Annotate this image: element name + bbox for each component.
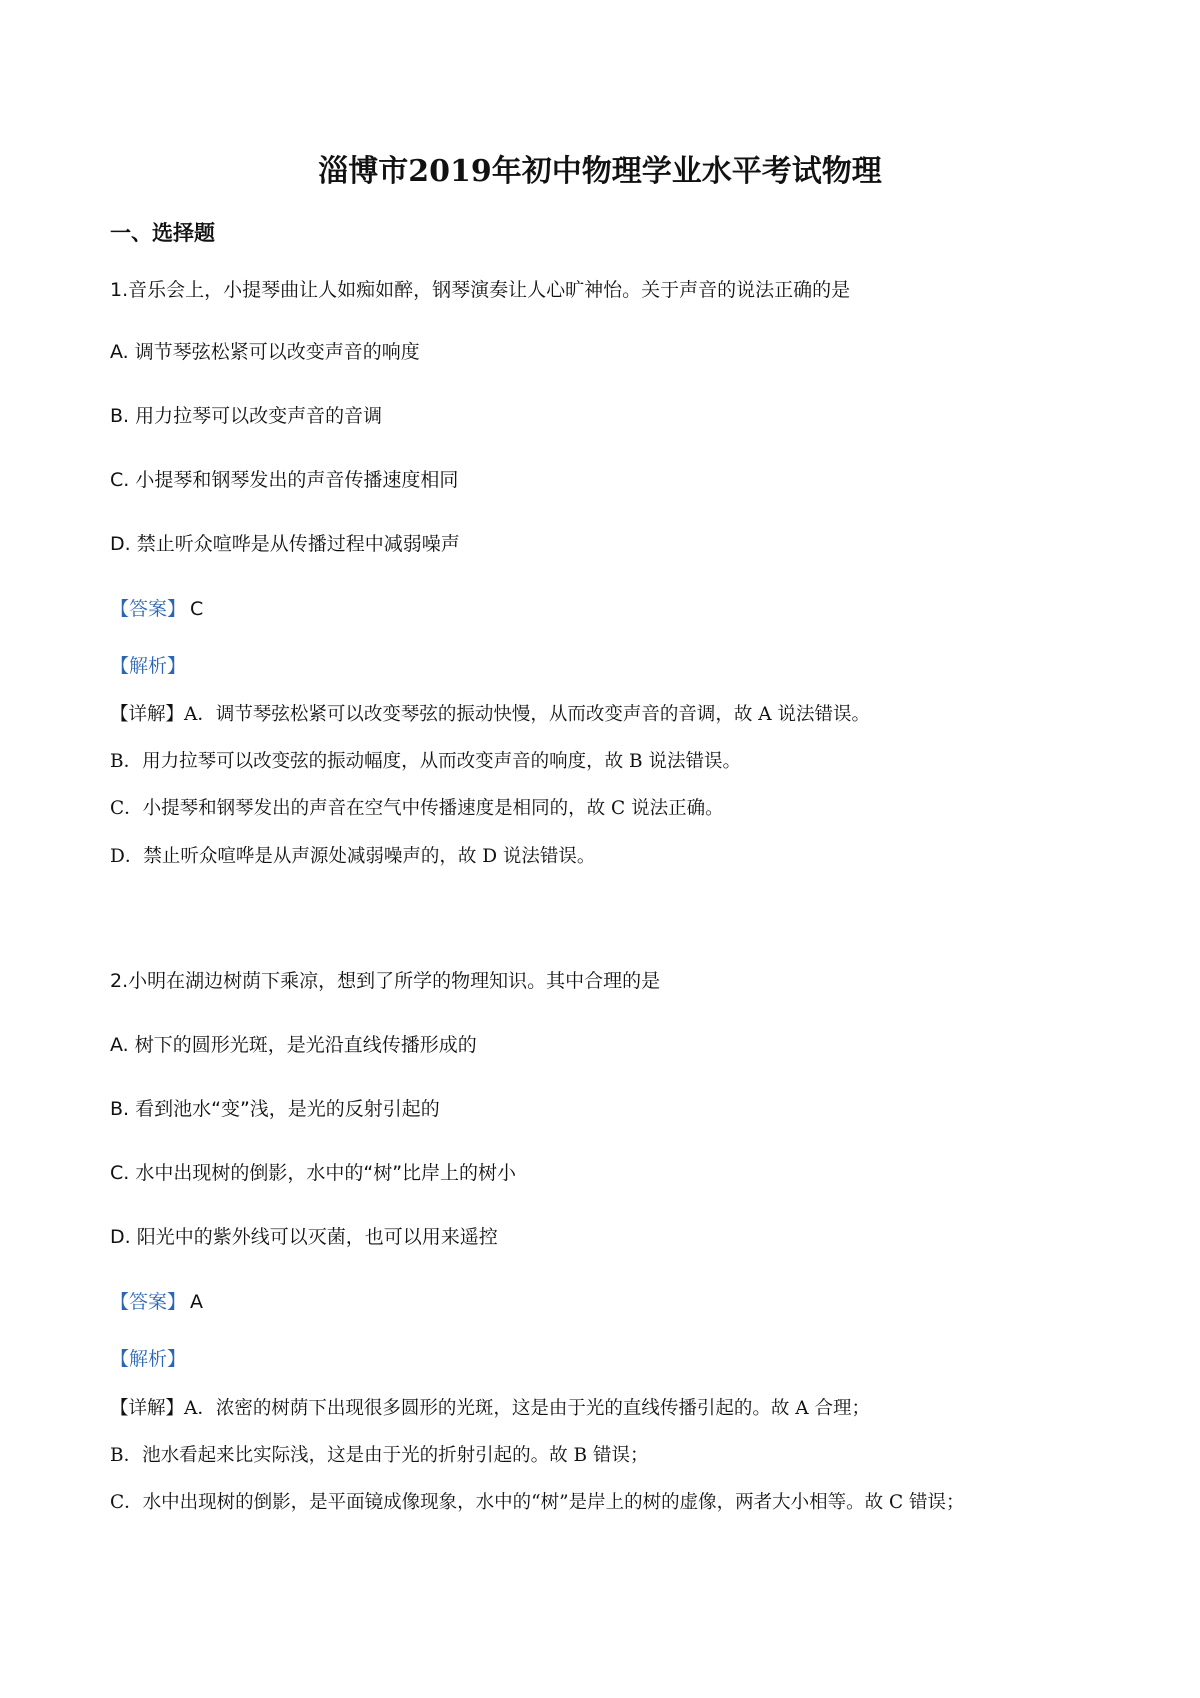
question-2-option-c: C. 水中出现树的倒影，水中的“树”比岸上的树小 (110, 1162, 517, 1184)
question-1-detail-3: C．小提琴和钢琴发出的声音在空气中传播速度是相同的，故 C 说法正确。 (110, 798, 724, 819)
section-heading: 一、选择题 (110, 221, 215, 245)
question-2-detail-1: 【详解】A．浓密的树荫下出现很多圆形的光斑，这是由于光的直线传播引起的。故 A 合理； (110, 1398, 870, 1419)
page-title: 淄博市2019年初中物理学业水平考试物理 (318, 154, 882, 189)
question-1-detail-2: B．用力拉琴可以改变弦的振动幅度，从而改变声音的响度，故 B 说法错误。 (110, 751, 741, 772)
question-2-detail-3: C．水中出现树的倒影，是平面镜成像现象，水中的“树”是岸上的树的虚像，两者大小相等。故 C 错误； (110, 1492, 965, 1513)
question-1-analysis-label: 【解析】 (110, 655, 187, 677)
question-1-option-a: A. 调节琴弦松紧可以改变声音的响度 (110, 341, 420, 363)
question-2-detail-2: B．池水看起来比实际浅，这是由于光的折射引起的。故 B 错误； (110, 1445, 649, 1466)
question-1-detail-4: D．禁止听众喧哗是从声源处减弱噪声的，故 D 说法错误。 (110, 846, 596, 867)
answer-label: 【答案】 (110, 598, 187, 620)
question-2-option-b: B. 看到池水“变”浅，是光的反射引起的 (110, 1098, 440, 1120)
question-2-answer (110, 1288, 203, 1316)
question-1-stem: 1.音乐会上，小提琴曲让人如痴如醉，钢琴演奏让人心旷神怡。关于声音的说法正确的是 (110, 279, 851, 301)
answer-value: C (190, 598, 204, 620)
question-2-stem: 2.小明在湖边树荫下乘凉，想到了所学的物理知识。其中合理的是 (110, 970, 661, 992)
answer-value: A (190, 1291, 204, 1313)
question-2-analysis-label: 【解析】 (110, 1348, 187, 1370)
question-1-option-d: D. 禁止听众喧哗是从传播过程中减弱噪声 (110, 533, 460, 555)
question-2-option-d: D. 阳光中的紫外线可以灭菌，也可以用来遥控 (110, 1226, 498, 1248)
question-1-option-c: C. 小提琴和钢琴发出的声音传播速度相同 (110, 469, 459, 491)
answer-label: 【答案】 (110, 1291, 187, 1313)
question-2-option-a: A. 树下的圆形光斑，是光沿直线传播形成的 (110, 1034, 477, 1056)
question-1-answer (110, 595, 203, 623)
question-1-detail-1: 【详解】A．调节琴弦松紧可以改变琴弦的振动快慢，从而改变声音的音调，故 A 说法错误。 (110, 704, 870, 725)
question-1-option-b: B. 用力拉琴可以改变声音的音调 (110, 405, 383, 427)
